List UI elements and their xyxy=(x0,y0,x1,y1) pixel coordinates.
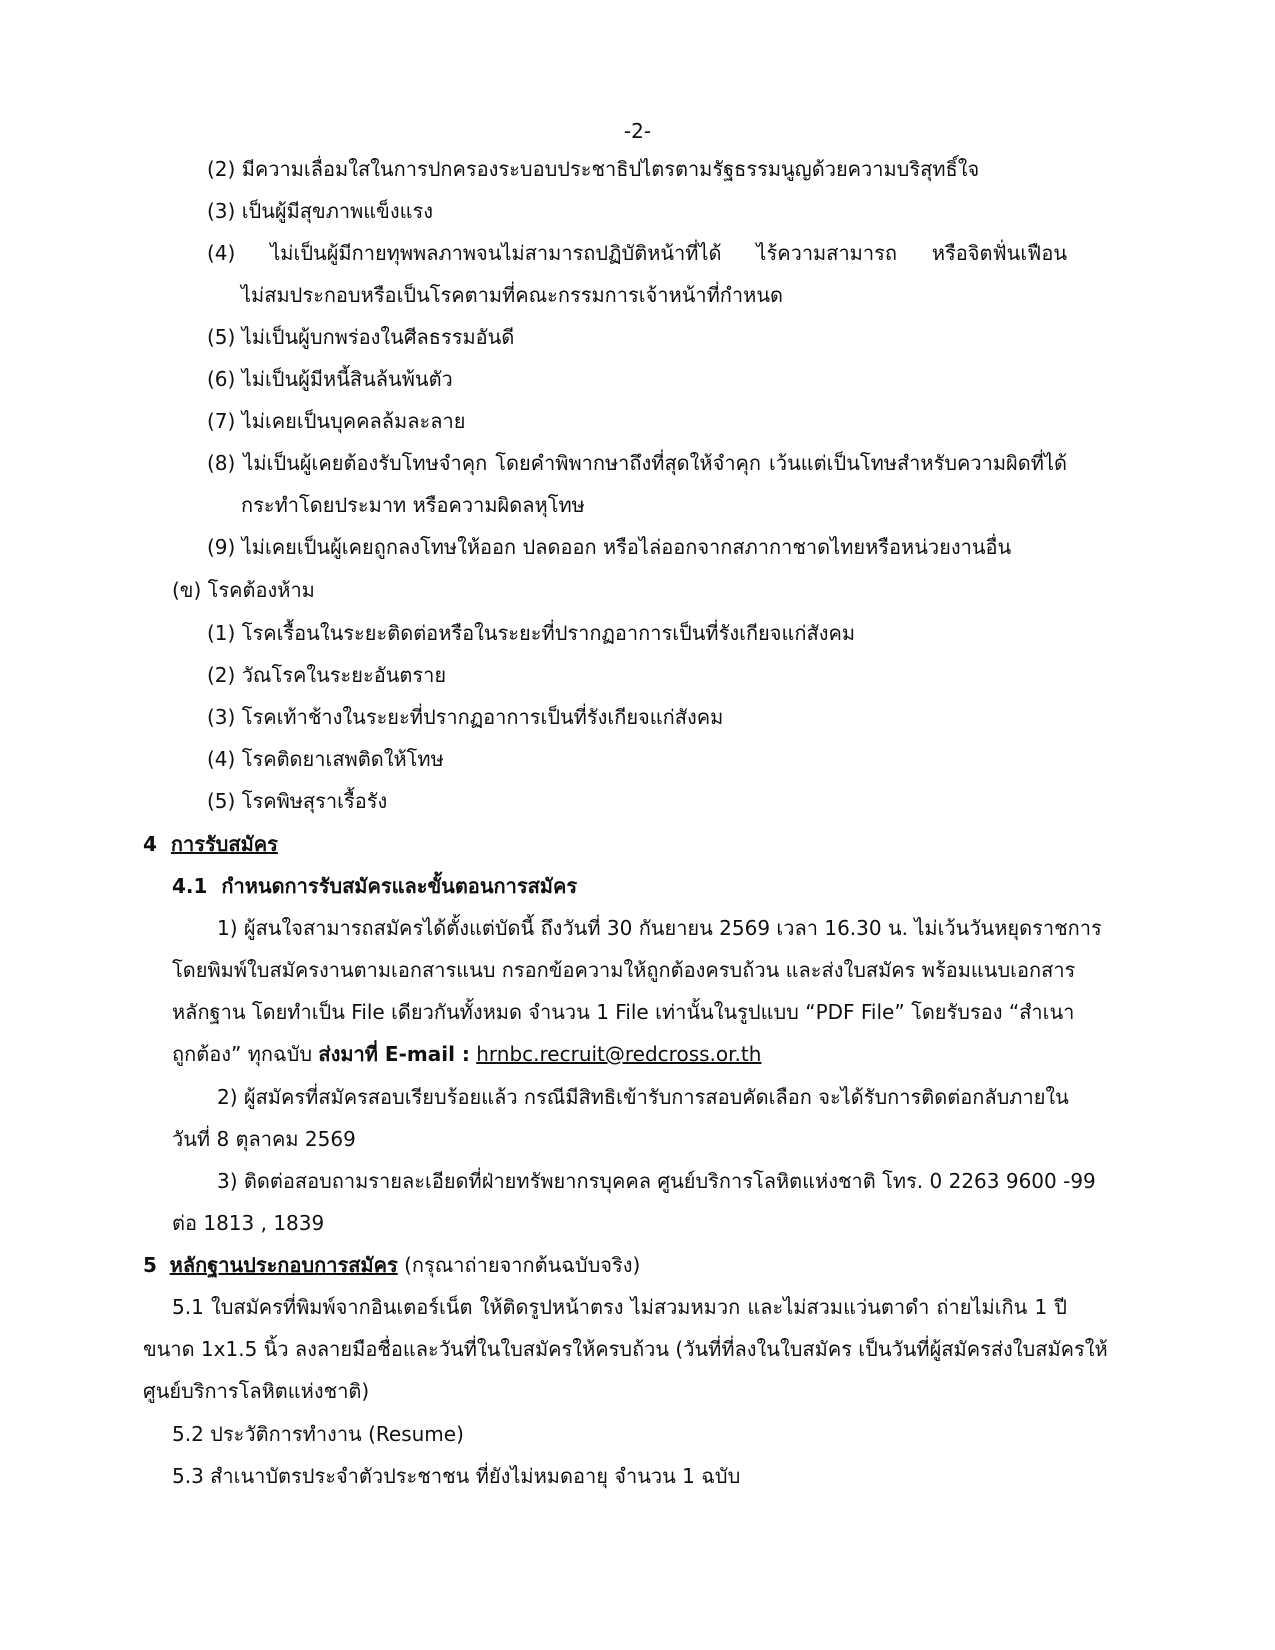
qualification-item xyxy=(207,197,433,225)
paragraph-line: ต่อ 1813 , 1839 xyxy=(172,1211,325,1235)
paragraph-line: โดยพิมพ์ใบสมัครงานตามเอกสารแนบ กรอกข้อความให้ถูกต้องครบถ้วน และส่งใบสมัคร พร้อมแนบเอกสาร xyxy=(172,958,1076,982)
disease-item xyxy=(207,661,446,689)
qualification-item xyxy=(207,239,1067,267)
paragraph-line: 2) ผู้สมัครที่สมัครสอบเรียบร้อยแล้ว กรณีมีสิทธิเข้ารับการสอบคัดเลือก จะได้รับการติดต่อกลับภายใน xyxy=(217,1085,1069,1109)
prohibited-diseases-heading: (ข) โรคต้องห้าม xyxy=(172,578,315,602)
qualification-item-continuation: กระทำโดยประมาท หรือความผิดลหุโทษ xyxy=(241,493,585,517)
paragraph-line: หลักฐาน โดยทำเป็น File เดียวกันทั้งหมด จำนวน 1 File เท่านั้นในรูปแบบ “PDF File” โดยรับรอง “สำเนา xyxy=(172,1000,1075,1024)
item-number: (3) xyxy=(207,199,236,223)
paragraph-line: 1) ผู้สนใจสามารถสมัครได้ตั้งแต่บัดนี้ ถึงวันที่ 30 กันยายน 2569 เวลา 16.30 น. ไม่เว้นวันหยุดราชการ xyxy=(217,916,1102,940)
item-text: มีความเลื่อมใสในการปกครองระบอบประชาธิปไตรตามรัฐธรรมนูญด้วยความบริสุทธิ์ใจ xyxy=(241,157,980,181)
qualification-item xyxy=(207,155,979,183)
qualification-item xyxy=(207,449,1067,477)
item-number: (3) xyxy=(207,705,236,729)
item-text: โรคเรื้อนในระยะติดต่อหรือในระยะที่ปรากฏอาการเป็นที่รังเกียจแก่สังคม xyxy=(241,621,856,645)
qualification-item xyxy=(207,533,1011,561)
section-number: 4 xyxy=(143,832,157,856)
item-number: (6) xyxy=(207,367,236,391)
subsection-number: 4.1 xyxy=(172,874,208,898)
email-link[interactable]: hrnbc.recruit@redcross.or.th xyxy=(476,1042,762,1066)
item-text: โรคติดยาเสพติดให้โทษ xyxy=(241,747,444,771)
paragraph-line: 5.2 ประวัติการทำงาน (Resume) xyxy=(172,1422,464,1446)
disease-item xyxy=(207,619,855,647)
item-number: (5) xyxy=(207,325,236,349)
item-number: (8) xyxy=(207,451,236,475)
item-text: เป็นผู้มีสุขภาพแข็งแรง xyxy=(241,199,434,223)
item-text: ไม่เป็นผู้บกพร่องในศีลธรรมอันดี xyxy=(241,325,515,349)
item-number: (9) xyxy=(207,535,236,559)
item-text: ไม่เคยเป็นผู้เคยถูกลงโทษให้ออก ปลดออก หรือไล่ออกจากสภากาชาดไทยหรือหน่วยงานอื่น xyxy=(241,535,1012,559)
item-number: (7) xyxy=(207,409,236,433)
section-title: หลักฐานประกอบการสมัคร xyxy=(169,1253,398,1277)
paragraph-line xyxy=(172,1040,761,1068)
section-5-heading xyxy=(143,1251,640,1279)
item-number: (2) xyxy=(207,157,236,181)
paragraph-line: 5.1 ใบสมัครที่พิมพ์จากอินเตอร์เน็ต ให้ติดรูปหน้าตรง ไม่สวมหมวก และไม่สวมแว่นตาดำ ถ่ายไม่เกิน 1 ปี xyxy=(172,1295,1067,1319)
item-number: (4) xyxy=(207,241,236,265)
qualification-item xyxy=(207,323,514,351)
paragraph-line: 5.3 สำเนาบัตรประจำตัวประชาชน ที่ยังไม่หมดอายุ จำนวน 1 ฉบับ xyxy=(172,1464,741,1488)
item-text: ไม่เป็นผู้มีหนี้สินล้นพ้นตัว xyxy=(241,367,453,391)
item-text: วัณโรคในระยะอันตราย xyxy=(241,663,447,687)
paragraph-line: ขนาด 1x1.5 นิ้ว ลงลายมือชื่อและวันที่ในใบสมัครให้ครบถ้วน (วันที่ที่ลงในใบสมัคร เป็นวันที่ผู้สมัครส่งใบสมัครให้ xyxy=(143,1337,1108,1361)
qualification-item xyxy=(207,407,465,435)
disease-item xyxy=(207,745,444,773)
disease-item xyxy=(207,787,387,815)
item-number: (5) xyxy=(207,789,236,813)
item-text: ไม่เคยเป็นบุคคลล้มละลาย xyxy=(241,409,466,433)
section-note: (กรุณาถ่ายจากต้นฉบับจริง) xyxy=(404,1253,641,1277)
paragraph-line: ศูนย์บริการโลหิตแห่งชาติ) xyxy=(143,1379,370,1403)
item-text: โรคเท้าช้างในระยะที่ปรากฏอาการเป็นที่รังเกียจแก่สังคม xyxy=(241,705,724,729)
section-title: การรับสมัคร xyxy=(170,832,278,856)
subsection-4-1-heading xyxy=(172,872,577,900)
send-to-label: ส่งมาที่ E-mail : xyxy=(318,1042,470,1066)
paragraph-line: 3) ติดต่อสอบถามรายละเอียดที่ฝ่ายทรัพยากรบุคคล ศูนย์บริการโลหิตแห่งชาติ โทร. 0 2263 9600 -99 xyxy=(217,1169,1096,1193)
item-number: (2) xyxy=(207,663,236,687)
section-number: 5 xyxy=(143,1253,157,1277)
item-text: ไม่เป็นผู้มีกายทุพพลภาพจนไม่สามารถปฏิบัติหน้าที่ได้ ไร้ความสามารถ หรือจิตฟั่นเฟือน xyxy=(270,241,1068,265)
qualification-item xyxy=(207,365,453,393)
item-text: ไม่เป็นผู้เคยต้องรับโทษจำคุก โดยคำพิพากษาถึงที่สุดให้จำคุก เว้นแต่เป็นโทษสำหรับความผิดที่ได้ xyxy=(243,451,1067,475)
section-4-heading xyxy=(143,830,278,858)
paragraph-line: วันที่ 8 ตุลาคม 2569 xyxy=(172,1127,356,1151)
item-number: (4) xyxy=(207,747,236,771)
subsection-title: กำหนดการรับสมัครและขั้นตอนการสมัคร xyxy=(221,874,578,898)
item-text: โรคพิษสุราเรื้อรัง xyxy=(241,789,388,813)
disease-item xyxy=(207,703,723,731)
paragraph-text: ถูกต้อง” ทุกฉบับ xyxy=(172,1042,313,1066)
qualification-item-continuation: ไม่สมประกอบหรือเป็นโรคตามที่คณะกรรมการเจ้าหน้าที่กำหนด xyxy=(241,283,783,307)
page-number: -2- xyxy=(623,119,652,143)
item-number: (1) xyxy=(207,621,236,645)
